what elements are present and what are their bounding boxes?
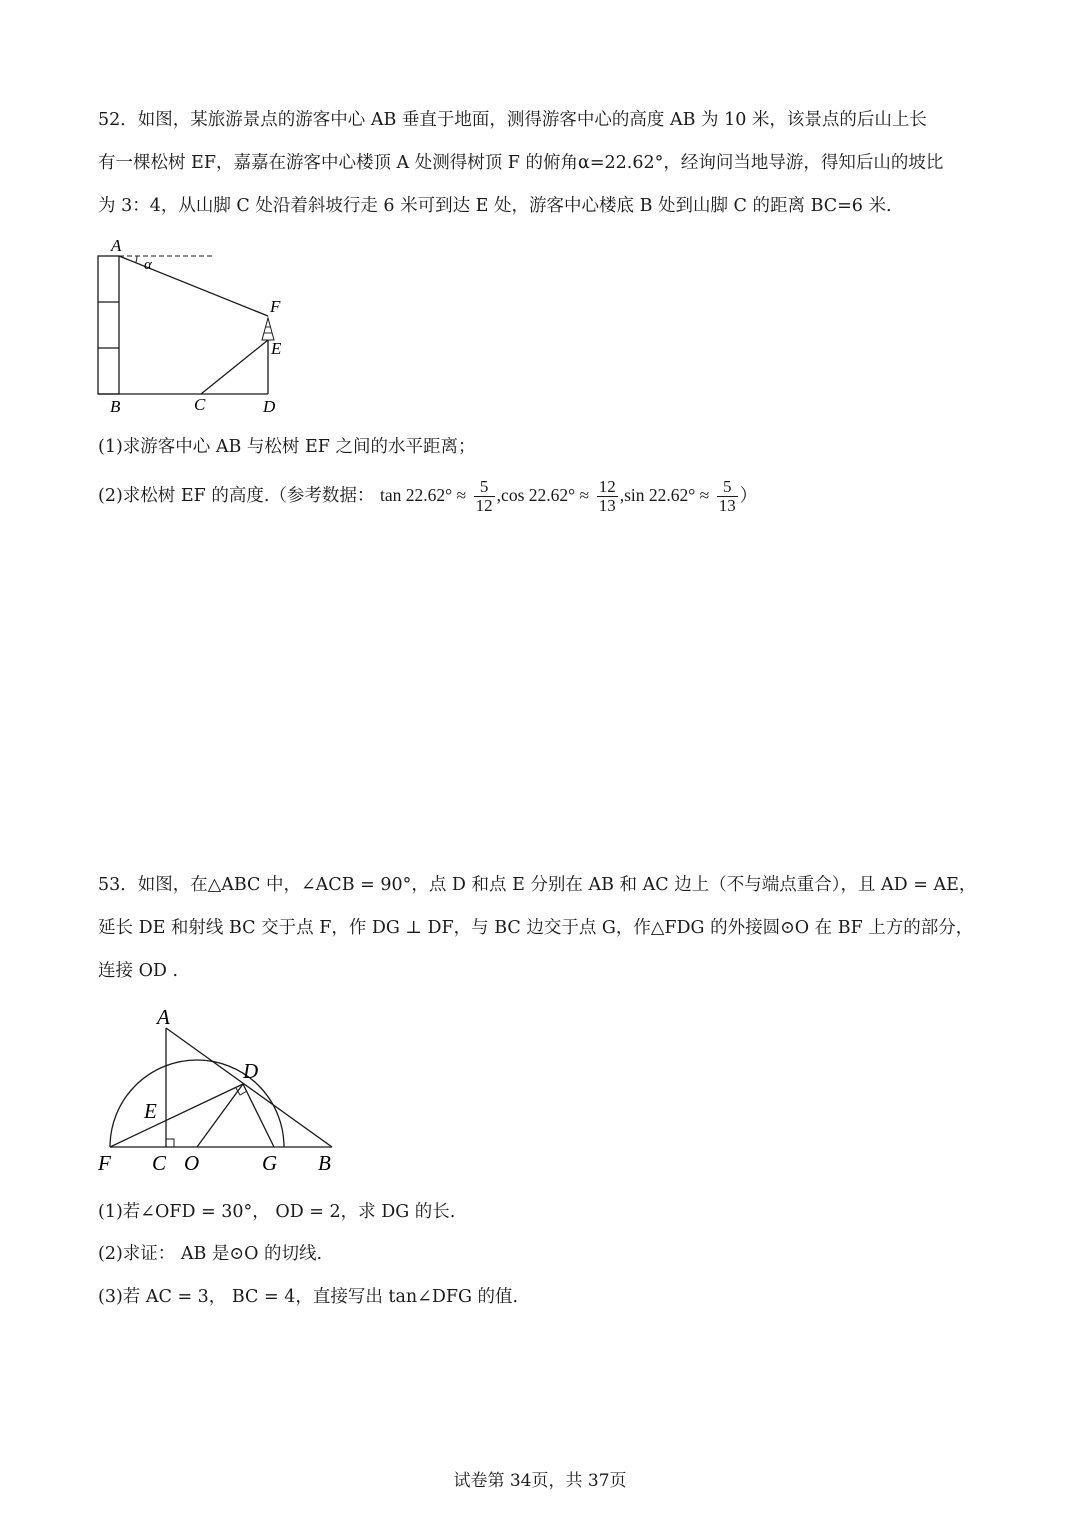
q53-figure <box>90 1000 350 1180</box>
label-c: C <box>152 1151 167 1175</box>
label-b: B <box>110 397 121 416</box>
segment-fd <box>110 1084 243 1147</box>
angle-alpha-arc <box>136 256 137 263</box>
segment-od <box>197 1084 243 1147</box>
cos-fraction <box>597 478 618 515</box>
label-alpha: α <box>144 257 152 273</box>
right-angle-mark-c <box>166 1139 174 1147</box>
ref-close-paren: ） <box>739 486 758 506</box>
building-outline <box>98 256 119 394</box>
q53-text-line-1: 53．如图，在△ABC 中，∠ACB = 90°，点 D 和点 E 分别在 AB 和 AC 边上（不与端点重合），且 AD = AE， <box>98 875 977 895</box>
label-a: A <box>111 236 122 255</box>
label-f: F <box>270 297 281 316</box>
tan-fraction <box>474 478 495 515</box>
q52-subquestion-2 <box>98 473 757 517</box>
q53-text-line-2: 延长 DE 和射线 BC 交于点 F，作 DG ⊥ DF，与 BC 边交于点 G，作△FDG 的外接圆⊙O 在 BF 上方的部分， <box>98 918 974 938</box>
segment-ab <box>166 1028 332 1147</box>
segment-dg <box>243 1084 274 1147</box>
label-a: A <box>157 1005 170 1029</box>
slope-line-ce <box>201 340 268 394</box>
tree-icon <box>262 318 274 340</box>
q52-figure <box>90 232 310 422</box>
label-b: B <box>318 1151 331 1175</box>
tan-denominator: 12 <box>475 496 493 515</box>
label-g: G <box>262 1151 278 1175</box>
sin-label: ,sin 22.62° ≈ <box>619 485 710 505</box>
sin-denominator: 13 <box>718 496 736 515</box>
label-e: E <box>144 1099 157 1123</box>
q53-text-line-3: 连接 OD . <box>98 961 179 981</box>
q52-subquestion-1: (1)求游客中心 AB 与松树 EF 之间的水平距离； <box>98 437 476 457</box>
label-f: F <box>98 1151 111 1175</box>
tan-label: tan 22.62° ≈ <box>379 485 467 505</box>
tan-numerator: 5 <box>474 478 495 497</box>
sight-line-af <box>119 256 268 316</box>
sin-fraction <box>717 478 738 515</box>
q53-subquestion-3: (3)若 AC = 3， BC = 4，直接写出 tan∠DFG 的值. <box>98 1287 519 1307</box>
cos-numerator: 12 <box>598 477 616 496</box>
label-e: E <box>271 339 282 358</box>
q52-sub2-prefix: (2)求松树 EF 的高度.（参考数据： <box>98 486 375 506</box>
label-c: C <box>194 395 206 414</box>
cos-denominator: 13 <box>598 496 616 515</box>
label-d: D <box>243 1059 259 1083</box>
label-d: D <box>263 397 276 416</box>
label-o: O <box>184 1151 200 1175</box>
q53-subquestion-1: (1)若∠OFD = 30°， OD = 2，求 DG 的长. <box>98 1202 456 1222</box>
q52-text-line-1: 52．如图，某旅游景点的游客中心 AB 垂直于地面，测得游客中心的高度 AB 为 10 米，该景点的后山上长 <box>98 110 927 130</box>
cos-label: ,cos 22.62° ≈ <box>496 485 590 505</box>
sin-numerator: 5 <box>717 478 738 497</box>
page-footer: 试卷第 34页，共 37页 <box>453 1471 627 1491</box>
q53-subquestion-2: (2)求证： AB 是⊙O 的切线. <box>98 1244 323 1264</box>
q52-text-line-3: 为 3：4，从山脚 C 处沿着斜坡行走 6 米可到达 E 处，游客中心楼底 B 处到山脚 C 的距离 BC=6 米. <box>98 196 892 216</box>
q52-text-line-2: 有一棵松树 EF，嘉嘉在游客中心楼顶 A 处测得树顶 F 的俯角α=22.62°，经询问当地导游，得知后山的坡比 <box>98 153 944 173</box>
